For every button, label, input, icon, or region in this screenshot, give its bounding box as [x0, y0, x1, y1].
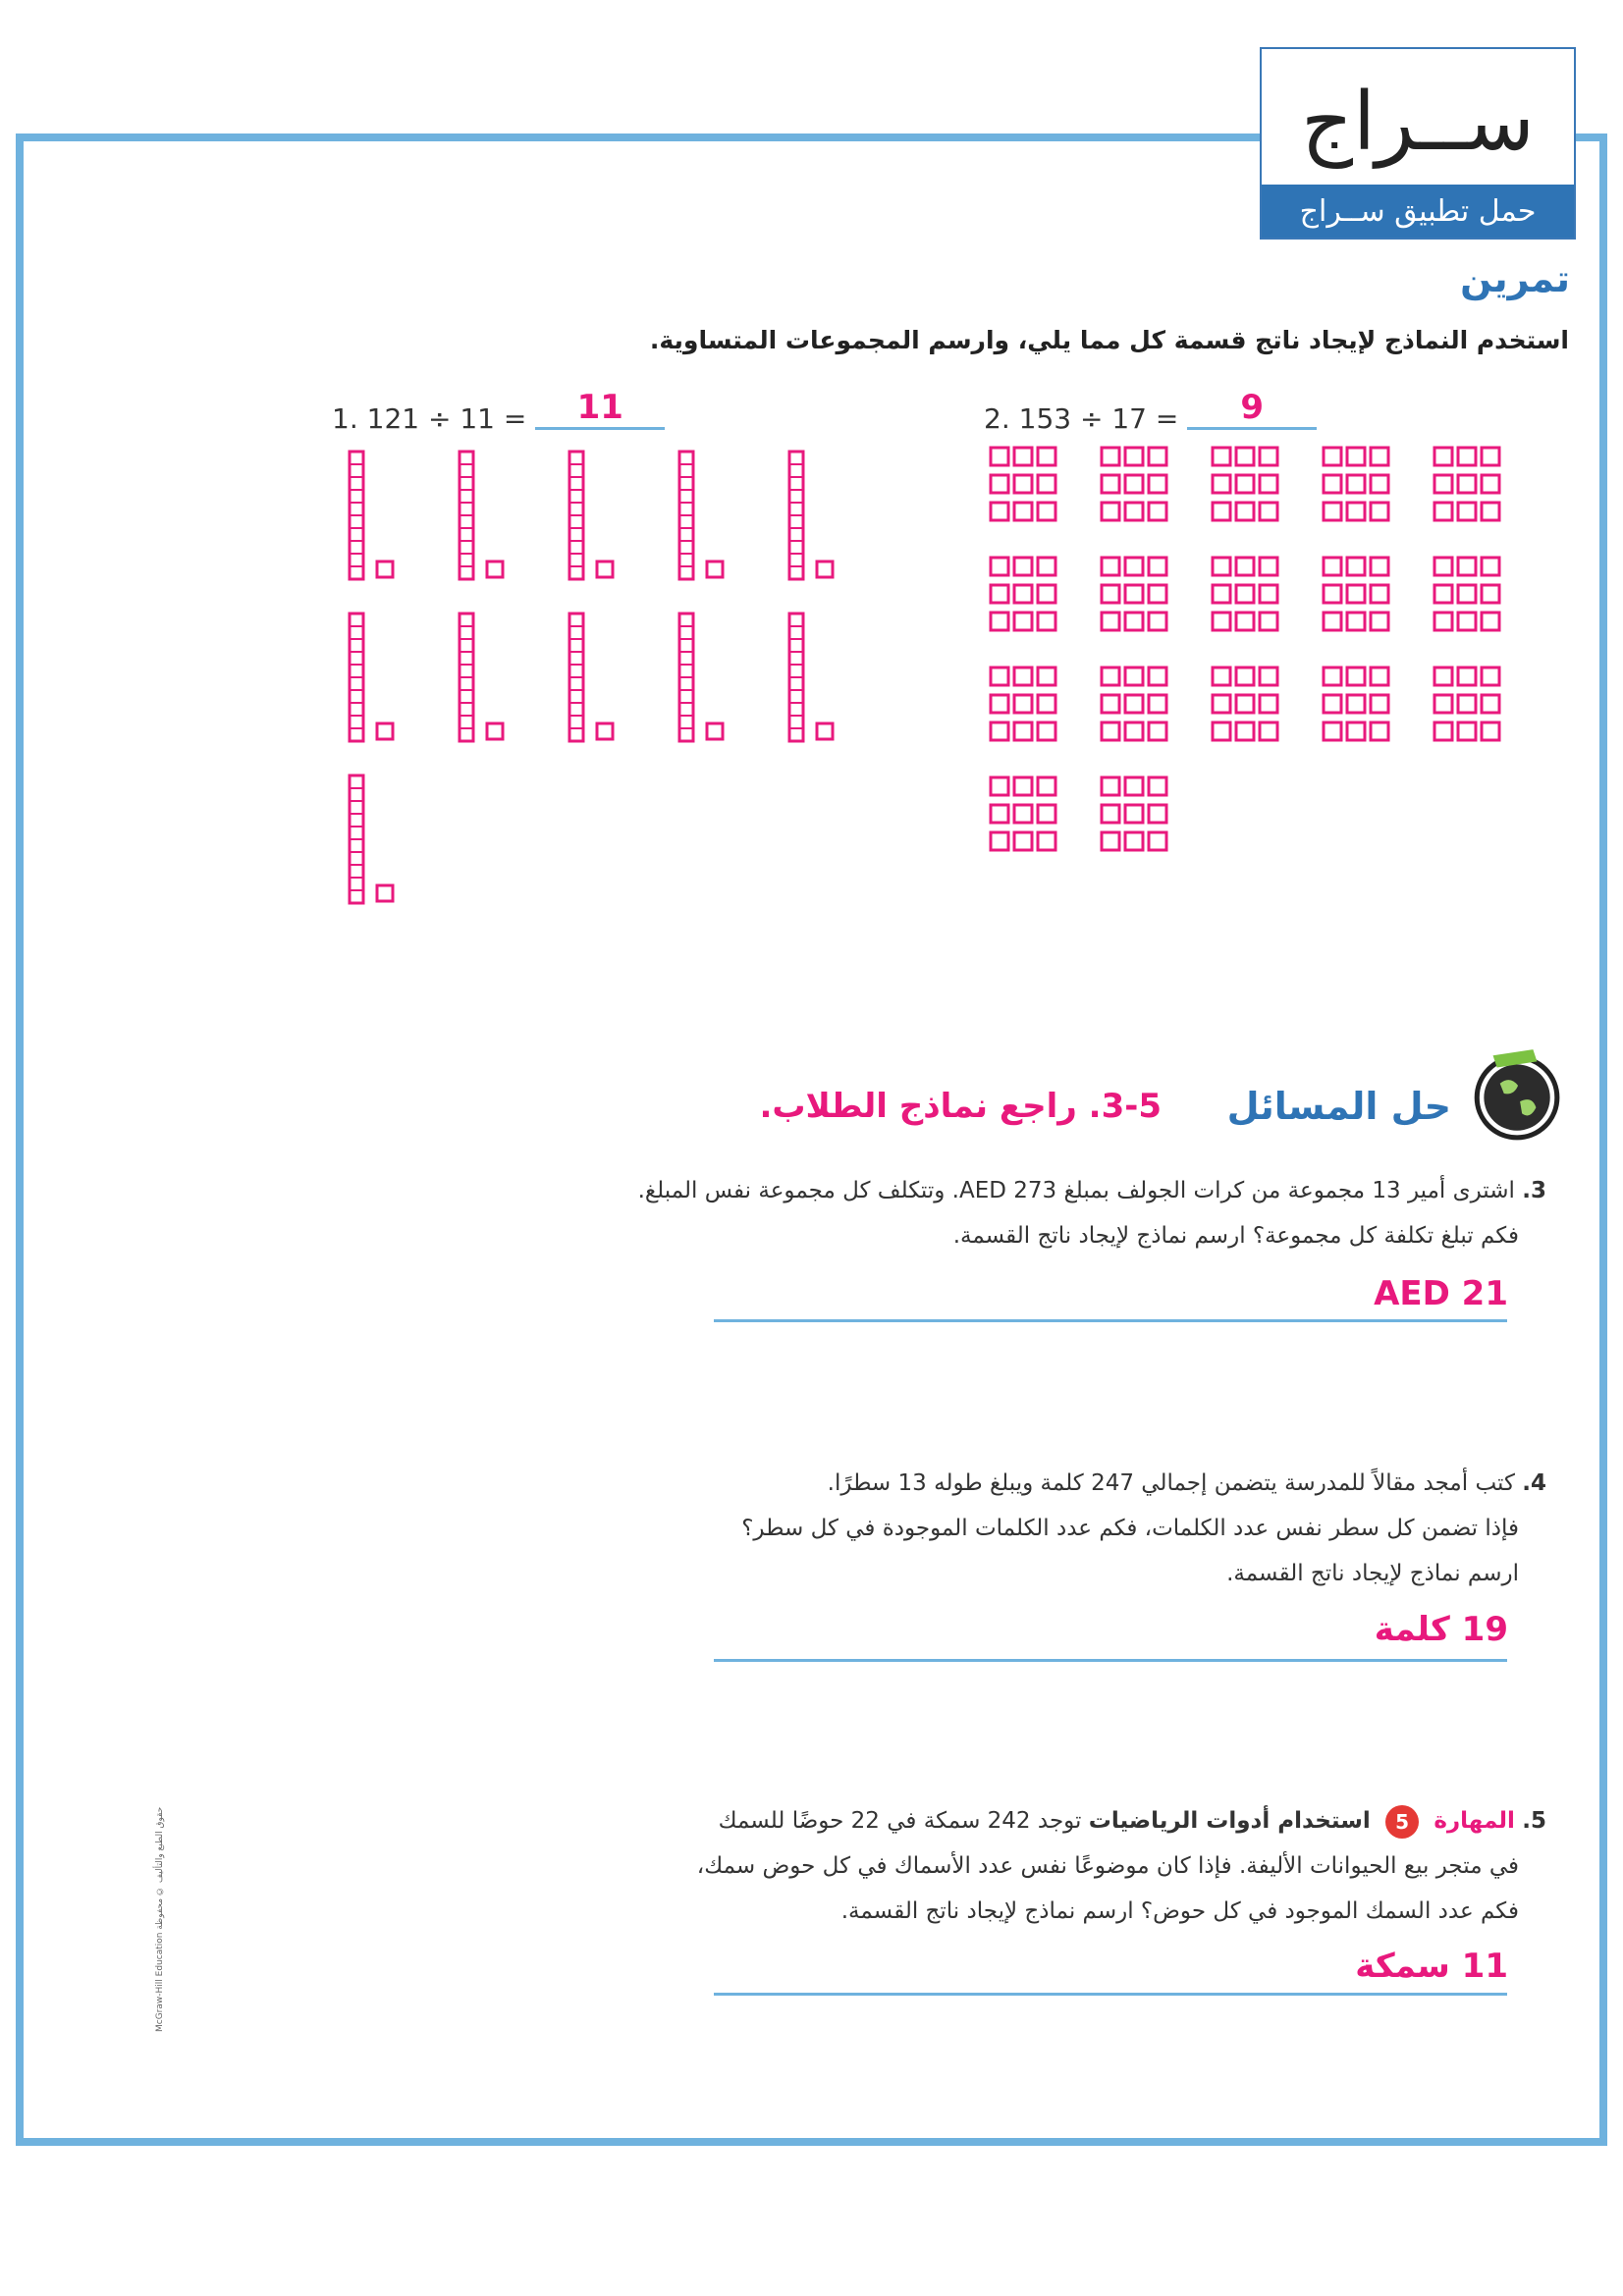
unit-cube	[817, 723, 833, 739]
unit-cube	[1149, 667, 1166, 685]
unit-cube	[1038, 832, 1055, 850]
unit-cube	[1260, 613, 1277, 630]
unit-cube	[1125, 777, 1143, 795]
logo-tagline[interactable]: حمل تطبيق ســراج	[1262, 185, 1574, 238]
globe-icon	[1465, 1043, 1565, 1144]
unit-cube	[1014, 695, 1032, 713]
unit-cube	[1434, 558, 1452, 575]
unit-cube	[1434, 613, 1452, 630]
unit-cube	[1260, 695, 1277, 713]
unit-cube	[991, 475, 1008, 493]
unit-cube	[1458, 475, 1476, 493]
unit-cube	[1125, 667, 1143, 685]
unit-cube	[1014, 585, 1032, 603]
unit-cube	[1038, 805, 1055, 823]
unit-cube	[487, 723, 503, 739]
unit-cube	[1236, 695, 1254, 713]
question-line: فكم تبلغ تكلفة كل مجموعة؟ ارسم نماذج لإيجاد ناتج القسمة.	[952, 1223, 1519, 1249]
unit-cube	[1324, 722, 1341, 740]
exercise-number: 1.	[332, 402, 358, 435]
unit-cube	[1458, 448, 1476, 465]
unit-cube	[1458, 613, 1476, 630]
unit-cube	[1347, 503, 1365, 520]
base-ten-model-2	[987, 444, 1522, 856]
practice-heading: تمرين	[1460, 257, 1570, 300]
unit-cube	[1102, 832, 1119, 850]
unit-cube	[1149, 448, 1166, 465]
unit-cube	[1458, 722, 1476, 740]
unit-cube	[1125, 832, 1143, 850]
unit-cube	[1260, 585, 1277, 603]
answer-5: 11 سمكة	[1355, 1947, 1508, 1986]
unit-cube	[1371, 613, 1388, 630]
unit-cube	[1014, 805, 1032, 823]
question-3	[515, 1168, 1546, 1258]
unit-cube	[1371, 695, 1388, 713]
question-line: كتب أمجد مقالاً للمدرسة يتضمن إجمالي 247 كلمة ويبلغ طوله 13 سطرًا.	[827, 1470, 1515, 1496]
unit-cube	[1102, 695, 1119, 713]
unit-cube	[1038, 667, 1055, 685]
unit-cube	[991, 503, 1008, 520]
practice-instruction: استخدم النماذج لإيجاد ناتج قسمة كل مما يلي، وارسم المجموعات المتساوية.	[649, 326, 1569, 354]
unit-cube	[1038, 777, 1055, 795]
unit-cube	[1102, 613, 1119, 630]
unit-cube	[1260, 558, 1277, 575]
unit-cube	[1371, 558, 1388, 575]
challenge-label: المهارة	[1434, 1808, 1515, 1834]
unit-cube	[1324, 475, 1341, 493]
unit-cube	[1324, 503, 1341, 520]
unit-cube	[1347, 558, 1365, 575]
exercise-answer: 11	[535, 388, 665, 430]
unit-cube	[1102, 805, 1119, 823]
unit-cube	[991, 832, 1008, 850]
unit-cube	[1482, 667, 1499, 685]
unit-cube	[1482, 475, 1499, 493]
unit-cube	[1434, 503, 1452, 520]
question-number: 5.	[1522, 1808, 1546, 1834]
unit-cube	[1213, 613, 1230, 630]
unit-cube	[1347, 585, 1365, 603]
siraj-logo[interactable]	[1260, 47, 1576, 240]
unit-cube	[1324, 695, 1341, 713]
unit-cube	[1014, 613, 1032, 630]
exercise-expression: 153 ÷ 17 =	[1018, 402, 1179, 435]
exercise-1	[332, 388, 665, 440]
unit-cube	[1482, 613, 1499, 630]
unit-cube	[1260, 722, 1277, 740]
unit-cube	[1347, 613, 1365, 630]
unit-cube	[1347, 475, 1365, 493]
unit-cube	[1102, 558, 1119, 575]
unit-cube	[707, 561, 723, 577]
unit-cube	[1260, 667, 1277, 685]
answer-4: 19 كلمة	[1374, 1610, 1508, 1649]
question-number: 3.	[1522, 1178, 1546, 1203]
unit-cube	[1434, 475, 1452, 493]
unit-cube	[1236, 667, 1254, 685]
unit-cube	[1347, 448, 1365, 465]
unit-cube	[1125, 558, 1143, 575]
unit-cube	[1458, 585, 1476, 603]
unit-cube	[1102, 503, 1119, 520]
unit-cube	[597, 561, 613, 577]
answer-line	[714, 1659, 1507, 1662]
unit-cube	[1458, 695, 1476, 713]
unit-cube	[377, 723, 393, 739]
unit-cube	[1125, 722, 1143, 740]
unit-cube	[1014, 832, 1032, 850]
unit-cube	[1236, 722, 1254, 740]
unit-cube	[1236, 448, 1254, 465]
unit-cube	[1102, 585, 1119, 603]
unit-cube	[1371, 585, 1388, 603]
unit-cube	[1125, 448, 1143, 465]
unit-cube	[1213, 585, 1230, 603]
unit-cube	[1125, 585, 1143, 603]
unit-cube	[1149, 475, 1166, 493]
unit-cube	[1149, 832, 1166, 850]
unit-cube	[1347, 722, 1365, 740]
unit-cube	[1014, 503, 1032, 520]
question-4	[515, 1461, 1546, 1596]
unit-cube	[1213, 558, 1230, 575]
unit-cube	[1260, 448, 1277, 465]
unit-cube	[1371, 667, 1388, 685]
unit-cube	[991, 695, 1008, 713]
unit-cube	[1102, 475, 1119, 493]
unit-cube	[1014, 558, 1032, 575]
unit-cube	[377, 561, 393, 577]
unit-cube	[1324, 558, 1341, 575]
unit-cube	[817, 561, 833, 577]
unit-cube	[1482, 585, 1499, 603]
unit-cube	[1236, 585, 1254, 603]
unit-cube	[1434, 448, 1452, 465]
unit-cube	[707, 723, 723, 739]
answer-3: AED 21	[1374, 1274, 1508, 1313]
unit-cube	[1125, 503, 1143, 520]
unit-cube	[1482, 503, 1499, 520]
logo-wordmark: ســراج	[1301, 75, 1535, 169]
unit-cube	[1482, 722, 1499, 740]
unit-cube	[1434, 695, 1452, 713]
challenge-badge-icon: 5	[1385, 1805, 1419, 1839]
unit-cube	[1038, 503, 1055, 520]
unit-cube	[377, 885, 393, 901]
unit-cube	[991, 448, 1008, 465]
unit-cube	[1038, 475, 1055, 493]
unit-cube	[1347, 667, 1365, 685]
unit-cube	[1149, 503, 1166, 520]
unit-cube	[1324, 448, 1341, 465]
unit-cube	[1434, 667, 1452, 685]
unit-cube	[1347, 695, 1365, 713]
unit-cube	[1213, 503, 1230, 520]
unit-cube	[991, 558, 1008, 575]
unit-cube	[1102, 777, 1119, 795]
answer-line	[714, 1993, 1507, 1996]
unit-cube	[1236, 558, 1254, 575]
unit-cube	[1125, 475, 1143, 493]
unit-cube	[1324, 613, 1341, 630]
unit-cube	[1149, 722, 1166, 740]
unit-cube	[1102, 448, 1119, 465]
unit-cube	[1371, 503, 1388, 520]
unit-cube	[1236, 503, 1254, 520]
question-line: اشترى أمير 13 مجموعة من كرات الجولف بمبلغ AED 273. وتتكلف كل مجموعة نفس المبلغ.	[637, 1178, 1515, 1203]
unit-cube	[1014, 475, 1032, 493]
unit-cube	[1014, 667, 1032, 685]
unit-cube	[1482, 695, 1499, 713]
exercise-answer: 9	[1187, 388, 1317, 430]
unit-cube	[1014, 777, 1032, 795]
unit-cube	[1125, 805, 1143, 823]
exercise-number: 2.	[984, 402, 1010, 435]
unit-cube	[1038, 695, 1055, 713]
unit-cube	[1434, 722, 1452, 740]
unit-cube	[1482, 558, 1499, 575]
unit-cube	[1102, 667, 1119, 685]
unit-cube	[991, 613, 1008, 630]
unit-cube	[1038, 613, 1055, 630]
unit-cube	[991, 777, 1008, 795]
exercise-2	[984, 388, 1317, 440]
unit-cube	[1149, 585, 1166, 603]
unit-cube	[1149, 558, 1166, 575]
copyright-note: McGraw-Hill Education حقوق الطبع والتأليف © محفوظة	[155, 1806, 165, 2032]
unit-cube	[1102, 722, 1119, 740]
question-5	[515, 1798, 1546, 1934]
unit-cube	[1149, 695, 1166, 713]
question-line: توجد 242 سمكة في 22 حوضًا للسمك	[718, 1808, 1082, 1834]
unit-cube	[991, 585, 1008, 603]
question-line: فكم عدد السمك الموجود في كل حوض؟ ارسم نماذج لإيجاد ناتج القسمة.	[840, 1898, 1519, 1924]
unit-cube	[1236, 475, 1254, 493]
unit-cube	[1458, 503, 1476, 520]
unit-cube	[1149, 613, 1166, 630]
unit-cube	[1038, 558, 1055, 575]
unit-cube	[1213, 722, 1230, 740]
unit-cube	[991, 667, 1008, 685]
unit-cube	[1371, 448, 1388, 465]
unit-cube	[597, 723, 613, 739]
unit-cube	[1371, 475, 1388, 493]
unit-cube	[1236, 613, 1254, 630]
unit-cube	[991, 805, 1008, 823]
unit-cube	[1324, 667, 1341, 685]
unit-cube	[1014, 722, 1032, 740]
unit-cube	[1213, 667, 1230, 685]
unit-cube	[1458, 667, 1476, 685]
unit-cube	[1125, 695, 1143, 713]
unit-cube	[1149, 777, 1166, 795]
unit-cube	[1482, 448, 1499, 465]
unit-cube	[1324, 585, 1341, 603]
unit-cube	[1213, 695, 1230, 713]
unit-cube	[1014, 448, 1032, 465]
unit-cube	[1434, 585, 1452, 603]
exercise-expression: 121 ÷ 11 =	[366, 402, 527, 435]
question-line: ارسم نماذج لإيجاد ناتج القسمة.	[1226, 1561, 1519, 1586]
unit-cube	[1458, 558, 1476, 575]
unit-cube	[1260, 475, 1277, 493]
unit-cube	[487, 561, 503, 577]
unit-cube	[991, 722, 1008, 740]
question-line: في متجر بيع الحيوانات الأليفة. فإذا كان موضوعًا نفس عدد الأسماك في كل حوض سمك،	[696, 1853, 1519, 1879]
problem-solving-note: 3-5. راجع نماذج الطلاب.	[759, 1087, 1162, 1126]
tool-label: استخدام أدوات الرياضيات	[1088, 1808, 1371, 1834]
unit-cube	[1038, 585, 1055, 603]
problem-solving-title: حل المسائل	[1226, 1085, 1451, 1128]
answer-line	[714, 1319, 1507, 1322]
unit-cube	[1213, 475, 1230, 493]
unit-cube	[1149, 805, 1166, 823]
question-number: 4.	[1522, 1470, 1546, 1496]
unit-cube	[1125, 613, 1143, 630]
unit-cube	[1213, 448, 1230, 465]
unit-cube	[1260, 503, 1277, 520]
question-line: فإذا تضمن كل سطر نفس عدد الكلمات، فكم عدد الكلمات الموجودة في كل سطر؟	[741, 1516, 1519, 1541]
base-ten-model-1	[344, 450, 864, 911]
unit-cube	[1371, 722, 1388, 740]
unit-cube	[1038, 448, 1055, 465]
unit-cube	[1038, 722, 1055, 740]
